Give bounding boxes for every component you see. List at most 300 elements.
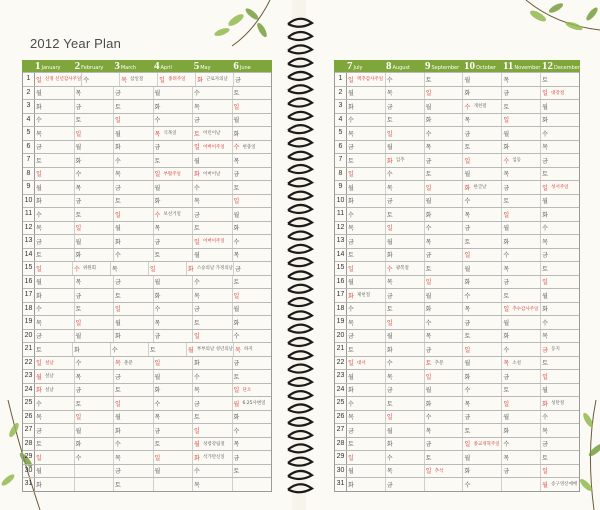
day-cell[interactable] <box>502 73 541 86</box>
day-cell[interactable] <box>233 316 272 329</box>
day-cell[interactable] <box>154 181 194 194</box>
day-cell[interactable] <box>386 438 425 451</box>
day-cell[interactable] <box>386 343 425 356</box>
day-cell[interactable] <box>541 181 579 194</box>
day-cell[interactable] <box>502 397 541 410</box>
day-cell[interactable] <box>386 424 425 437</box>
day-cell[interactable] <box>75 208 115 221</box>
day-cell[interactable] <box>75 289 115 302</box>
day-cell[interactable] <box>425 73 464 86</box>
day-cell[interactable] <box>425 127 464 140</box>
day-cell[interactable] <box>233 384 272 397</box>
day-cell[interactable] <box>193 478 233 491</box>
day-cell[interactable] <box>154 384 194 397</box>
day-cell[interactable] <box>233 168 272 181</box>
day-cell[interactable] <box>233 114 272 127</box>
day-cell[interactable] <box>193 127 233 140</box>
day-cell[interactable] <box>193 168 233 181</box>
day-cell[interactable] <box>386 465 425 478</box>
day-cell[interactable] <box>347 357 386 370</box>
day-cell[interactable] <box>386 114 425 127</box>
day-cell[interactable] <box>463 235 502 248</box>
day-cell[interactable] <box>463 424 502 437</box>
day-cell[interactable] <box>75 411 115 424</box>
day-cell[interactable] <box>234 73 271 86</box>
day-cell[interactable] <box>154 370 194 383</box>
day-cell[interactable] <box>502 249 541 262</box>
day-cell[interactable] <box>463 141 502 154</box>
day-cell[interactable] <box>463 262 502 275</box>
day-cell[interactable] <box>541 397 579 410</box>
day-cell[interactable] <box>463 343 502 356</box>
day-cell[interactable] <box>386 195 425 208</box>
day-cell[interactable] <box>502 141 541 154</box>
day-cell[interactable] <box>502 316 541 329</box>
day-cell[interactable] <box>386 384 425 397</box>
day-cell[interactable] <box>347 181 386 194</box>
day-cell[interactable] <box>35 303 75 316</box>
day-cell[interactable] <box>425 478 464 491</box>
day-cell[interactable] <box>502 195 541 208</box>
day-cell[interactable] <box>75 316 115 329</box>
day-cell[interactable] <box>502 168 541 181</box>
day-cell[interactable] <box>425 465 464 478</box>
day-cell[interactable] <box>193 316 233 329</box>
day-cell[interactable] <box>425 397 464 410</box>
day-cell[interactable] <box>541 154 579 167</box>
day-cell[interactable] <box>35 154 75 167</box>
day-cell[interactable] <box>75 478 115 491</box>
day-cell[interactable] <box>75 357 115 370</box>
day-cell[interactable] <box>114 438 154 451</box>
day-cell[interactable] <box>154 397 194 410</box>
day-cell[interactable] <box>75 235 115 248</box>
day-cell[interactable] <box>193 114 233 127</box>
day-cell[interactable] <box>193 141 233 154</box>
day-cell[interactable] <box>120 73 158 86</box>
day-cell[interactable] <box>463 114 502 127</box>
day-cell[interactable] <box>386 316 425 329</box>
day-cell[interactable] <box>75 154 115 167</box>
day-cell[interactable] <box>35 424 75 437</box>
day-cell[interactable] <box>35 289 75 302</box>
day-cell[interactable] <box>75 195 115 208</box>
day-cell[interactable] <box>347 424 386 437</box>
day-cell[interactable] <box>502 478 541 491</box>
day-cell[interactable] <box>75 87 115 100</box>
day-cell[interactable] <box>541 451 579 464</box>
day-cell[interactable] <box>75 438 115 451</box>
day-cell[interactable] <box>193 451 233 464</box>
day-cell[interactable] <box>463 181 502 194</box>
day-cell[interactable] <box>541 73 579 86</box>
day-cell[interactable] <box>541 235 579 248</box>
day-cell[interactable] <box>463 195 502 208</box>
day-cell[interactable] <box>386 451 425 464</box>
day-cell[interactable] <box>233 303 272 316</box>
day-cell[interactable] <box>386 222 425 235</box>
day-cell[interactable] <box>233 100 272 113</box>
day-cell[interactable] <box>347 73 386 86</box>
day-cell[interactable] <box>541 195 579 208</box>
day-cell[interactable] <box>502 100 541 113</box>
day-cell[interactable] <box>425 181 464 194</box>
day-cell[interactable] <box>347 235 386 248</box>
day-cell[interactable] <box>541 411 579 424</box>
day-cell[interactable] <box>386 87 425 100</box>
day-cell[interactable] <box>193 330 233 343</box>
day-cell[interactable] <box>386 478 425 491</box>
day-cell[interactable] <box>154 154 194 167</box>
day-cell[interactable] <box>193 411 233 424</box>
day-cell[interactable] <box>154 303 194 316</box>
day-cell[interactable] <box>233 141 272 154</box>
day-cell[interactable] <box>193 370 233 383</box>
day-cell[interactable] <box>347 100 386 113</box>
day-cell[interactable] <box>233 235 272 248</box>
day-cell[interactable] <box>541 168 579 181</box>
day-cell[interactable] <box>425 438 464 451</box>
day-cell[interactable] <box>193 208 233 221</box>
day-cell[interactable] <box>154 100 194 113</box>
day-cell[interactable] <box>541 343 579 356</box>
day-cell[interactable] <box>425 330 464 343</box>
day-cell[interactable] <box>347 276 386 289</box>
day-cell[interactable] <box>425 384 464 397</box>
day-cell[interactable] <box>425 208 464 221</box>
day-cell[interactable] <box>502 370 541 383</box>
day-cell[interactable] <box>35 316 75 329</box>
day-cell[interactable] <box>425 276 464 289</box>
day-cell[interactable] <box>386 181 425 194</box>
day-cell[interactable] <box>502 330 541 343</box>
day-cell[interactable] <box>193 438 233 451</box>
day-cell[interactable] <box>425 262 464 275</box>
day-cell[interactable] <box>75 168 115 181</box>
day-cell[interactable] <box>233 127 272 140</box>
day-cell[interactable] <box>502 357 541 370</box>
day-cell[interactable] <box>35 208 75 221</box>
day-cell[interactable] <box>463 87 502 100</box>
day-cell[interactable] <box>154 316 194 329</box>
day-cell[interactable] <box>82 73 120 86</box>
day-cell[interactable] <box>233 222 272 235</box>
day-cell[interactable] <box>502 127 541 140</box>
day-cell[interactable] <box>154 222 194 235</box>
day-cell[interactable] <box>233 195 272 208</box>
day-cell[interactable] <box>386 303 425 316</box>
day-cell[interactable] <box>425 141 464 154</box>
day-cell[interactable] <box>502 384 541 397</box>
day-cell[interactable] <box>111 343 149 356</box>
day-cell[interactable] <box>541 316 579 329</box>
day-cell[interactable] <box>347 303 386 316</box>
day-cell[interactable] <box>386 100 425 113</box>
day-cell[interactable] <box>35 195 75 208</box>
day-cell[interactable] <box>463 438 502 451</box>
day-cell[interactable] <box>425 154 464 167</box>
day-cell[interactable] <box>425 87 464 100</box>
day-cell[interactable] <box>386 276 425 289</box>
day-cell[interactable] <box>541 141 579 154</box>
day-cell[interactable] <box>541 127 579 140</box>
day-cell[interactable] <box>233 154 272 167</box>
day-cell[interactable] <box>347 114 386 127</box>
day-cell[interactable] <box>502 222 541 235</box>
day-cell[interactable] <box>347 208 386 221</box>
day-cell[interactable] <box>463 154 502 167</box>
day-cell[interactable] <box>114 249 154 262</box>
day-cell[interactable] <box>386 330 425 343</box>
day-cell[interactable] <box>154 235 194 248</box>
day-cell[interactable] <box>75 424 115 437</box>
day-cell[interactable] <box>541 100 579 113</box>
day-cell[interactable] <box>75 222 115 235</box>
day-cell[interactable] <box>502 438 541 451</box>
day-cell[interactable] <box>154 411 194 424</box>
day-cell[interactable] <box>347 397 386 410</box>
day-cell[interactable] <box>463 303 502 316</box>
day-cell[interactable] <box>463 451 502 464</box>
day-cell[interactable] <box>193 100 233 113</box>
day-cell[interactable] <box>541 370 579 383</box>
day-cell[interactable] <box>75 276 115 289</box>
day-cell[interactable] <box>154 114 194 127</box>
day-cell[interactable] <box>35 451 75 464</box>
day-cell[interactable] <box>233 438 272 451</box>
day-cell[interactable] <box>502 303 541 316</box>
day-cell[interactable] <box>149 262 187 275</box>
day-cell[interactable] <box>35 276 75 289</box>
day-cell[interactable] <box>425 114 464 127</box>
day-cell[interactable] <box>541 222 579 235</box>
day-cell[interactable] <box>425 357 464 370</box>
day-cell[interactable] <box>114 222 154 235</box>
day-cell[interactable] <box>35 478 75 491</box>
day-cell[interactable] <box>502 235 541 248</box>
day-cell[interactable] <box>347 438 386 451</box>
day-cell[interactable] <box>425 316 464 329</box>
day-cell[interactable] <box>463 478 502 491</box>
day-cell[interactable] <box>114 478 154 491</box>
day-cell[interactable] <box>193 87 233 100</box>
day-cell[interactable] <box>541 276 579 289</box>
day-cell[interactable] <box>114 195 154 208</box>
day-cell[interactable] <box>386 262 425 275</box>
day-cell[interactable] <box>234 343 271 356</box>
day-cell[interactable] <box>75 451 115 464</box>
day-cell[interactable] <box>154 424 194 437</box>
day-cell[interactable] <box>35 168 75 181</box>
day-cell[interactable] <box>114 384 154 397</box>
day-cell[interactable] <box>35 249 75 262</box>
day-cell[interactable] <box>386 168 425 181</box>
day-cell[interactable] <box>233 330 272 343</box>
day-cell[interactable] <box>347 370 386 383</box>
day-cell[interactable] <box>386 289 425 302</box>
day-cell[interactable] <box>233 208 272 221</box>
day-cell[interactable] <box>114 397 154 410</box>
day-cell[interactable] <box>154 465 194 478</box>
day-cell[interactable] <box>541 357 579 370</box>
day-cell[interactable] <box>425 100 464 113</box>
day-cell[interactable] <box>233 370 272 383</box>
day-cell[interactable] <box>114 235 154 248</box>
day-cell[interactable] <box>35 370 75 383</box>
day-cell[interactable] <box>463 370 502 383</box>
day-cell[interactable] <box>193 289 233 302</box>
day-cell[interactable] <box>234 262 271 275</box>
day-cell[interactable] <box>463 168 502 181</box>
day-cell[interactable] <box>114 357 154 370</box>
day-cell[interactable] <box>233 451 272 464</box>
day-cell[interactable] <box>463 73 502 86</box>
day-cell[interactable] <box>75 370 115 383</box>
day-cell[interactable] <box>502 262 541 275</box>
day-cell[interactable] <box>111 262 149 275</box>
day-cell[interactable] <box>35 330 75 343</box>
day-cell[interactable] <box>187 262 234 275</box>
day-cell[interactable] <box>347 343 386 356</box>
day-cell[interactable] <box>541 330 579 343</box>
day-cell[interactable] <box>154 208 194 221</box>
day-cell[interactable] <box>347 330 386 343</box>
day-cell[interactable] <box>386 154 425 167</box>
day-cell[interactable] <box>114 451 154 464</box>
day-cell[interactable] <box>425 195 464 208</box>
day-cell[interactable] <box>75 465 115 478</box>
day-cell[interactable] <box>35 438 75 451</box>
day-cell[interactable] <box>541 424 579 437</box>
day-cell[interactable] <box>193 249 233 262</box>
day-cell[interactable] <box>233 87 272 100</box>
day-cell[interactable] <box>502 465 541 478</box>
day-cell[interactable] <box>347 451 386 464</box>
day-cell[interactable] <box>233 357 272 370</box>
day-cell[interactable] <box>463 316 502 329</box>
day-cell[interactable] <box>193 397 233 410</box>
day-cell[interactable] <box>425 168 464 181</box>
day-cell[interactable] <box>193 303 233 316</box>
day-cell[interactable] <box>114 100 154 113</box>
day-cell[interactable] <box>425 303 464 316</box>
day-cell[interactable] <box>425 249 464 262</box>
day-cell[interactable] <box>347 478 386 491</box>
day-cell[interactable] <box>35 397 75 410</box>
day-cell[interactable] <box>75 303 115 316</box>
day-cell[interactable] <box>425 235 464 248</box>
day-cell[interactable] <box>233 411 272 424</box>
day-cell[interactable] <box>114 141 154 154</box>
day-cell[interactable] <box>541 289 579 302</box>
day-cell[interactable] <box>154 168 194 181</box>
day-cell[interactable] <box>114 276 154 289</box>
day-cell[interactable] <box>463 465 502 478</box>
day-cell[interactable] <box>347 289 386 302</box>
day-cell[interactable] <box>541 249 579 262</box>
day-cell[interactable] <box>541 262 579 275</box>
day-cell[interactable] <box>463 276 502 289</box>
day-cell[interactable] <box>35 465 75 478</box>
day-cell[interactable] <box>196 73 234 86</box>
day-cell[interactable] <box>502 343 541 356</box>
day-cell[interactable] <box>154 451 194 464</box>
day-cell[interactable] <box>73 262 111 275</box>
day-cell[interactable] <box>386 397 425 410</box>
day-cell[interactable] <box>347 141 386 154</box>
day-cell[interactable] <box>541 87 579 100</box>
day-cell[interactable] <box>347 249 386 262</box>
day-cell[interactable] <box>425 343 464 356</box>
day-cell[interactable] <box>193 424 233 437</box>
day-cell[interactable] <box>193 276 233 289</box>
day-cell[interactable] <box>425 411 464 424</box>
day-cell[interactable] <box>233 249 272 262</box>
day-cell[interactable] <box>158 73 196 86</box>
day-cell[interactable] <box>114 127 154 140</box>
day-cell[interactable] <box>502 411 541 424</box>
day-cell[interactable] <box>193 465 233 478</box>
day-cell[interactable] <box>425 289 464 302</box>
day-cell[interactable] <box>193 181 233 194</box>
day-cell[interactable] <box>114 208 154 221</box>
day-cell[interactable] <box>154 289 194 302</box>
day-cell[interactable] <box>35 235 75 248</box>
day-cell[interactable] <box>75 181 115 194</box>
day-cell[interactable] <box>35 411 75 424</box>
day-cell[interactable] <box>502 87 541 100</box>
day-cell[interactable] <box>193 384 233 397</box>
day-cell[interactable] <box>386 411 425 424</box>
day-cell[interactable] <box>35 114 75 127</box>
day-cell[interactable] <box>75 330 115 343</box>
day-cell[interactable] <box>114 424 154 437</box>
day-cell[interactable] <box>463 357 502 370</box>
day-cell[interactable] <box>154 195 194 208</box>
day-cell[interactable] <box>75 100 115 113</box>
day-cell[interactable] <box>502 208 541 221</box>
day-cell[interactable] <box>463 100 502 113</box>
day-cell[interactable] <box>35 141 75 154</box>
day-cell[interactable] <box>502 451 541 464</box>
day-cell[interactable] <box>154 276 194 289</box>
day-cell[interactable] <box>233 276 272 289</box>
day-cell[interactable] <box>347 465 386 478</box>
day-cell[interactable] <box>347 222 386 235</box>
day-cell[interactable] <box>75 141 115 154</box>
day-cell[interactable] <box>347 127 386 140</box>
day-cell[interactable] <box>154 127 194 140</box>
day-cell[interactable] <box>114 303 154 316</box>
day-cell[interactable] <box>233 289 272 302</box>
day-cell[interactable] <box>75 114 115 127</box>
day-cell[interactable] <box>463 397 502 410</box>
day-cell[interactable] <box>114 411 154 424</box>
day-cell[interactable] <box>463 249 502 262</box>
day-cell[interactable] <box>233 478 272 491</box>
day-cell[interactable] <box>35 100 75 113</box>
day-cell[interactable] <box>541 114 579 127</box>
day-cell[interactable] <box>463 222 502 235</box>
day-cell[interactable] <box>386 357 425 370</box>
day-cell[interactable] <box>386 235 425 248</box>
day-cell[interactable] <box>35 222 75 235</box>
day-cell[interactable] <box>386 127 425 140</box>
day-cell[interactable] <box>114 370 154 383</box>
day-cell[interactable] <box>347 154 386 167</box>
day-cell[interactable] <box>114 114 154 127</box>
day-cell[interactable] <box>463 411 502 424</box>
